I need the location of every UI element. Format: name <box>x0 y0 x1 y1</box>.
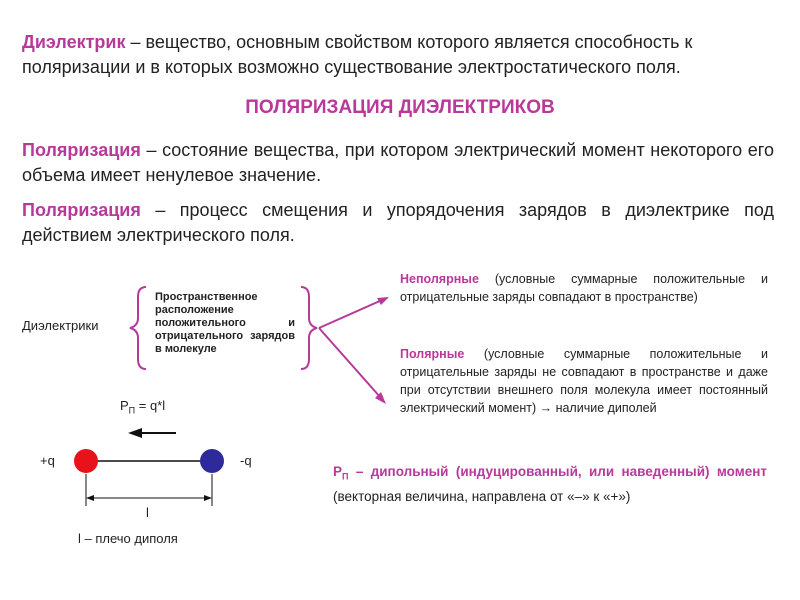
formula-p: P <box>120 398 129 413</box>
definition-2-term: Поляризация <box>22 200 141 220</box>
page-title: ПОЛЯРИЗАЦИЯ ДИЭЛЕКТРИКОВ <box>245 97 555 118</box>
dipole-moment-description <box>333 462 767 506</box>
moment-sub: П <box>342 471 349 482</box>
definition-1-text: – состояние вещества, при котором электрический момент некоторого его объема имеет ненулевое значение. <box>22 140 774 185</box>
intro-text: – вещество, основным свойством которого является способность к поляризации и в которых возможно существование электростатического поля. <box>22 32 693 77</box>
arrow-to-polar <box>319 328 381 398</box>
formula-rest: = q*l <box>135 398 166 413</box>
formula-sub: П <box>128 405 136 416</box>
definition-2-text: – процесс смещения и упорядочения зарядов в диэлектрике под действием электрического поля. <box>22 200 774 245</box>
length-arrow-left <box>86 495 94 501</box>
length-label: l <box>146 505 149 520</box>
dielectrics-label: Диэлектрики <box>22 318 99 333</box>
plus-q-label: +q <box>40 453 55 468</box>
polar-text: (условные суммарные положительные и отрицательные заряды не совпадают в пространстве и даже при отсутствии внешнего поля молекула имеет постоянный электрический момент) → наличие диполей <box>400 347 768 415</box>
left-brace <box>130 287 146 369</box>
dipole-caption: l – плечо диполя <box>78 531 178 546</box>
moment-arrow-head <box>128 428 142 438</box>
negative-charge <box>200 449 224 473</box>
moment-text: (векторная величина, направлена от «–» к «+») <box>333 488 631 504</box>
brace-text: Пространственное расположение положительного и отрицательного зарядов в молекуле <box>155 291 295 355</box>
dipole-formula <box>120 398 165 416</box>
moment-term: – дипольный (индуцированный, или наведенный) момент <box>348 464 767 479</box>
polar-term: Полярные <box>400 347 465 361</box>
nonpolar-term: Неполярные <box>400 272 479 286</box>
arrow-head-nonpolar <box>377 297 389 305</box>
length-arrow-right <box>204 495 212 501</box>
minus-q-label: -q <box>240 453 252 468</box>
definition-1-term: Поляризация <box>22 140 141 160</box>
positive-charge <box>74 449 98 473</box>
nonpolar-text: (условные суммарные положительные и отрицательные заряды совпадают в пространстве) <box>400 272 768 304</box>
arrow-to-nonpolar <box>319 300 382 328</box>
intro-term: Диэлектрик <box>22 32 126 52</box>
moment-p: P <box>333 464 343 479</box>
right-brace <box>301 287 317 369</box>
